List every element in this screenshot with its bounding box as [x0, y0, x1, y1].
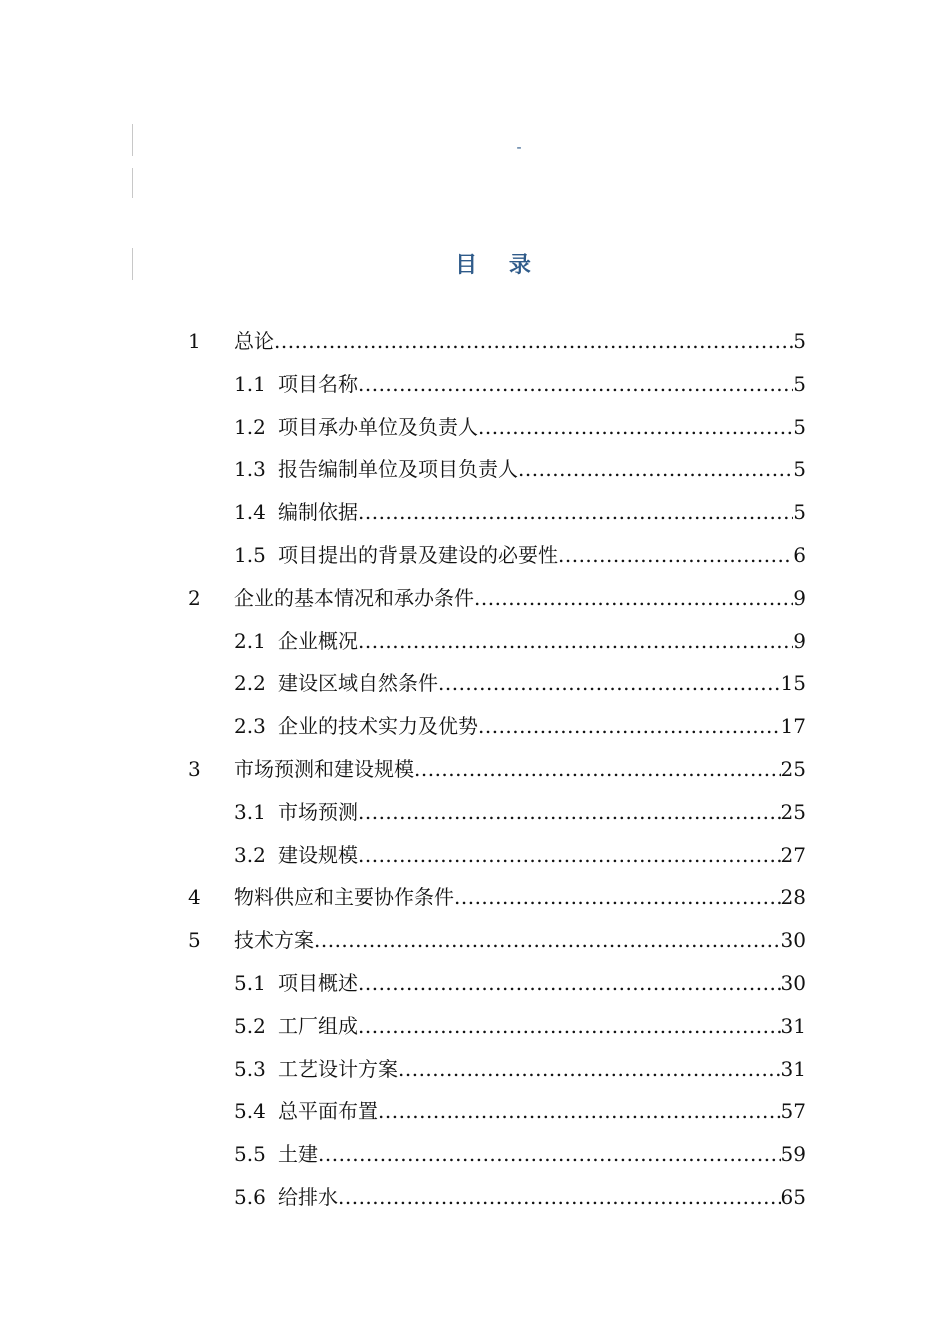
toc-dot-leader	[358, 791, 781, 834]
toc-entry-title: 项目名称	[278, 371, 358, 396]
toc-entry-page: 30	[780, 928, 806, 953]
toc-dot-leader	[478, 406, 793, 449]
toc-entry-page: 31	[780, 1013, 806, 1038]
toc-entry-line	[278, 1048, 806, 1091]
toc-entry-number: 2.3	[234, 714, 266, 739]
toc-entry-page: 15	[780, 671, 806, 696]
toc-entry-page: 65	[780, 1184, 806, 1209]
toc-entry-number: 2	[188, 585, 201, 610]
toc-entry-title: 总论	[234, 329, 274, 353]
toc-dot-leader	[358, 1005, 781, 1048]
toc-dot-leader	[314, 919, 781, 962]
toc-entry-line	[278, 491, 806, 534]
toc-entry-line	[278, 534, 806, 577]
toc-entry-title: 项目概述	[278, 970, 358, 995]
toc-entry-line	[278, 791, 806, 834]
toc-entry-title: 项目承办单位及负责人	[278, 414, 478, 439]
toc-entry[interactable]	[0, 406, 950, 449]
toc-entry-page: 57	[780, 1099, 806, 1124]
toc-entry-line	[278, 834, 806, 877]
toc-entry-number: 5.3	[234, 1056, 266, 1081]
toc-entry-page: 59	[780, 1142, 806, 1167]
toc-entry-number: 5.6	[234, 1184, 266, 1209]
toc-entry[interactable]	[0, 748, 950, 791]
toc-entry-number: 5	[188, 928, 201, 953]
toc-entry[interactable]	[0, 919, 950, 962]
toc-entry-title: 编制依据	[278, 500, 358, 525]
toc-entry[interactable]	[0, 363, 950, 406]
toc-dot-leader	[338, 1176, 781, 1219]
toc-entry[interactable]	[0, 320, 950, 363]
toc-entry-number: 1.2	[234, 414, 266, 439]
toc-entry-page: 5	[793, 500, 806, 525]
toc-entry-title: 物料供应和主要协作条件	[234, 885, 454, 910]
toc-entry-number: 4	[188, 885, 201, 910]
toc-entry-number: 3.2	[234, 842, 266, 867]
toc-entry[interactable]	[0, 876, 950, 919]
toc-entry-title: 建设规模	[278, 842, 358, 867]
toc-entry-number: 5.2	[234, 1013, 266, 1038]
toc-entry-line	[234, 320, 806, 363]
toc-entry-page: 17	[780, 714, 806, 739]
toc-entry-line	[234, 876, 806, 919]
toc-entry-line	[278, 662, 806, 705]
toc-entry-title: 市场预测	[278, 799, 358, 824]
toc-entry[interactable]	[0, 1090, 950, 1133]
toc-entry-number: 1.3	[234, 457, 266, 482]
toc-entry-line	[278, 962, 806, 1005]
toc-entry[interactable]	[0, 577, 950, 620]
toc-entry-line	[234, 577, 806, 620]
toc-entry-number: 5.4	[234, 1099, 266, 1124]
table-of-contents	[0, 320, 950, 1219]
toc-entry[interactable]	[0, 491, 950, 534]
toc-entry-number: 1.5	[234, 542, 266, 567]
toc-dot-leader	[518, 448, 793, 491]
toc-entry-page: 5	[793, 329, 806, 353]
toc-dot-leader	[358, 491, 793, 534]
toc-entry-page: 30	[780, 970, 806, 995]
toc-dot-leader	[414, 748, 781, 791]
toc-entry[interactable]	[0, 662, 950, 705]
toc-entry-page: 27	[780, 842, 806, 867]
toc-entry-line	[278, 1176, 806, 1219]
toc-entry-title: 工艺设计方案	[278, 1056, 398, 1081]
toc-title: 目 录	[455, 252, 543, 278]
toc-dot-leader	[378, 1090, 781, 1133]
toc-dot-leader	[478, 705, 781, 748]
toc-entry-page: 5	[793, 457, 806, 482]
toc-entry-number: 1.4	[234, 500, 266, 525]
toc-entry-page: 25	[780, 799, 806, 824]
toc-entry-title: 技术方案	[234, 928, 314, 953]
toc-entry-line	[278, 363, 806, 406]
toc-dot-leader	[318, 1133, 781, 1176]
toc-entry-number: 2.2	[234, 671, 266, 696]
toc-entry-title: 企业概况	[278, 628, 358, 653]
toc-dot-leader	[274, 320, 793, 363]
margin-mark-middle	[132, 168, 133, 198]
toc-dot-leader	[474, 577, 793, 620]
toc-entry-number: 5.5	[234, 1142, 266, 1167]
toc-dot-leader	[454, 876, 781, 919]
toc-dot-leader	[358, 363, 793, 406]
toc-dot-leader	[358, 962, 781, 1005]
toc-entry-title: 建设区域自然条件	[278, 671, 438, 696]
toc-entry[interactable]	[0, 834, 950, 877]
toc-entry-line	[278, 620, 806, 663]
toc-dot-leader	[558, 534, 793, 577]
toc-entry-title: 总平面布置	[278, 1099, 378, 1124]
toc-entry[interactable]	[0, 448, 950, 491]
toc-dot-leader	[438, 662, 781, 705]
toc-entry-page: 25	[780, 756, 806, 781]
toc-entry-title: 土建	[278, 1142, 318, 1167]
toc-entry-line	[278, 1133, 806, 1176]
toc-entry-page: 9	[793, 585, 806, 610]
toc-entry-title: 工厂组成	[278, 1013, 358, 1038]
toc-entry-number: 1	[188, 329, 201, 353]
toc-entry[interactable]	[0, 791, 950, 834]
toc-entry-line	[278, 1090, 806, 1133]
toc-entry-line	[278, 406, 806, 449]
toc-entry-number: 5.1	[234, 970, 266, 995]
toc-entry[interactable]	[0, 1176, 950, 1219]
toc-entry-line	[278, 705, 806, 748]
header-mark: -	[516, 138, 522, 156]
toc-dot-leader	[398, 1048, 781, 1091]
toc-dot-leader	[358, 620, 793, 663]
toc-entry-number: 1.1	[234, 371, 266, 396]
toc-entry-title: 企业的技术实力及优势	[278, 714, 478, 739]
toc-entry-line	[278, 448, 806, 491]
toc-entry-title: 市场预测和建设规模	[234, 756, 414, 781]
toc-entry[interactable]	[0, 1005, 950, 1048]
toc-entry-line	[278, 1005, 806, 1048]
toc-entry[interactable]	[0, 962, 950, 1005]
toc-entry-title: 项目提出的背景及建设的必要性	[278, 542, 558, 567]
toc-entry-page: 31	[780, 1056, 806, 1081]
toc-entry-number: 3.1	[234, 799, 266, 824]
toc-entry[interactable]	[0, 705, 950, 748]
toc-entry[interactable]	[0, 620, 950, 663]
toc-entry-line	[234, 748, 806, 791]
toc-entry-page: 5	[793, 414, 806, 439]
toc-entry-page: 5	[793, 371, 806, 396]
toc-entry[interactable]	[0, 534, 950, 577]
toc-entry-page: 9	[793, 628, 806, 653]
toc-entry-title: 报告编制单位及项目负责人	[278, 457, 518, 482]
toc-entry-number: 3	[188, 756, 201, 781]
toc-entry[interactable]	[0, 1048, 950, 1091]
toc-entry-line	[234, 919, 806, 962]
toc-entry-title: 给排水	[278, 1184, 338, 1209]
toc-entry-page: 28	[780, 885, 806, 910]
toc-entry-page: 6	[793, 542, 806, 567]
toc-entry-number: 2.1	[234, 628, 266, 653]
toc-entry-title: 企业的基本情况和承办条件	[234, 585, 474, 610]
toc-dot-leader	[358, 834, 781, 877]
toc-entry[interactable]	[0, 1133, 950, 1176]
